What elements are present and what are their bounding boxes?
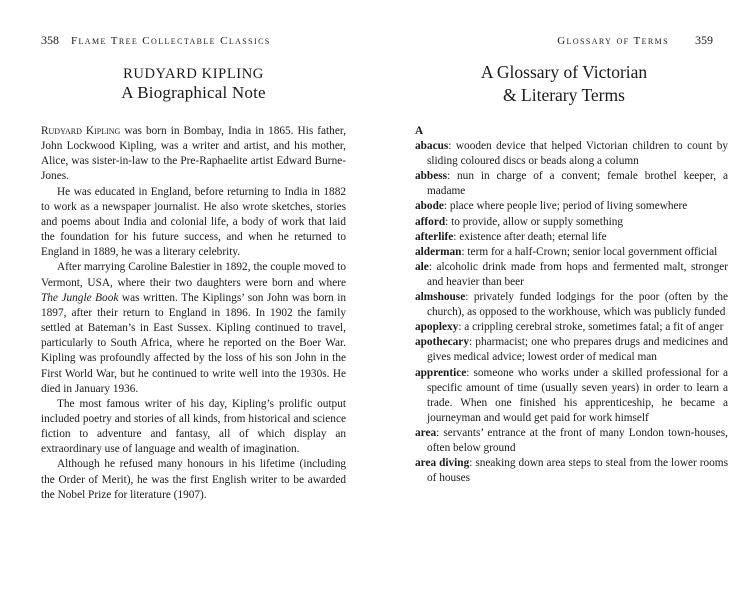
glossary-entry xyxy=(415,366,728,426)
bio-paragraph-2: He was educated in England, before returning to India in 1882 to work as a newspaper journalist. He also wrote sketches, stories and poems about India and colonial life, a body of work that laid the foundation for his future success, and when he returned to England in 1889, he was a literary celebrity. xyxy=(41,185,346,259)
glossary-definition: : wooden device that helped Victorian children to count by sliding coloured discs or beads along a column xyxy=(427,140,728,168)
glossary-term: apoplexy xyxy=(415,321,459,334)
right-page xyxy=(370,0,743,600)
glossary-term: abode xyxy=(415,200,444,213)
bio-title: A Biographical Note xyxy=(121,83,266,102)
bio-paragraph-4: The most famous writer of his day, Kipling’s prolific output included poetry and stories of all kinds, from historical and science fiction to adventure and fantasy, all of which display an extraordinary use of language and wealth of imagination. xyxy=(41,397,346,456)
glossary-definition: : place where people live; period of living somewhere xyxy=(443,200,688,213)
glossary-definition: : alcoholic drink made from hops and fermented malt, stronger and heavier than beer xyxy=(427,260,728,288)
glossary-list xyxy=(415,124,728,486)
glossary-entry xyxy=(415,215,728,230)
bio-paragraph-3-b: was written. The Kiplings’ son John was born in 1897, after their return to England in 1896. In 1902 the family settled at Bateman’s in East Sussex. Kipling continued to travel, particularly to South Africa, where he reported on the Boer War. Kipling was profoundly affected by the loss of his son John in the First World War, but he continued to write well into the 1930s. He died in January 1936. xyxy=(41,291,347,395)
glossary-title xyxy=(415,61,713,107)
glossary-entry xyxy=(415,426,728,456)
glossary-entry xyxy=(415,199,728,214)
glossary-term: almshouse xyxy=(415,291,466,304)
right-running-head-text: Glossary of Terms xyxy=(557,35,669,47)
glossary-entry xyxy=(415,245,728,260)
glossary-term: area xyxy=(415,426,437,439)
glossary-definition: : servants’ entrance at the front of many London town-houses, often below ground xyxy=(427,426,728,454)
author-heading: RUDYARD KIPLING xyxy=(123,66,264,82)
right-page-number: 359 xyxy=(695,33,713,47)
glossary-definition: : nun in charge of a convent; female brothel keeper, a madame xyxy=(427,170,728,198)
glossary-term: ale xyxy=(415,260,429,273)
glossary-term: apothecary xyxy=(415,336,469,349)
glossary-term: abbess xyxy=(415,170,448,183)
bio-paragraph-1 xyxy=(41,124,346,185)
glossary-entry xyxy=(415,335,728,365)
glossary-definition: : sneaking down area steps to steal from the lower rooms of houses xyxy=(427,457,728,485)
glossary-entry xyxy=(415,230,728,245)
bio-paragraph-5: Although he refused many honours in his lifetime (including the Order of Merit), he was the first English writer to be awarded the Nobel Prize for literature (1907). xyxy=(41,458,346,501)
glossary-term: area diving xyxy=(415,457,470,470)
bio-lead-name: Rudyard Kipling xyxy=(41,125,121,137)
bio-paragraph-3-a: After marrying Caroline Balestier in 1892, the couple moved to Vermont, USA, where their two daughters were born and where xyxy=(41,261,346,289)
glossary-definition: : existence after death; eternal life xyxy=(453,230,607,243)
glossary-definition: : term for a half-Crown; senior local government official xyxy=(461,245,718,258)
glossary-entry xyxy=(415,456,728,486)
left-page xyxy=(0,0,360,600)
glossary-term: abacus xyxy=(415,140,449,153)
left-running-head xyxy=(41,33,346,48)
glossary-definition: : to provide, allow or supply something xyxy=(445,215,624,228)
glossary-term: afterlife xyxy=(415,230,454,243)
book-title-jungle-book: The Jungle Book xyxy=(41,291,119,304)
left-running-head-text: Flame Tree Collectable Classics xyxy=(71,35,271,47)
glossary-entry xyxy=(415,260,728,290)
bio-paragraph-1-text: was born in Bombay, India in 1865. His father, John Lockwood Kipling, was a writer and artist, and his mother, Alice, was sister-in-law to the Pre-Raphaelite artist Edward Burne-Jones. xyxy=(41,125,346,183)
biography-text xyxy=(41,124,346,503)
glossary-term: afford xyxy=(415,215,446,228)
bio-paragraph-3 xyxy=(41,260,346,396)
glossary-term: alderman xyxy=(415,245,462,258)
glossary-title-line-2: & Literary Terms xyxy=(503,85,625,105)
glossary-entries xyxy=(415,139,728,486)
glossary-definition: : someone who works under a skilled professional for a specific amount of time (usually seven years) in order to learn a trade. When one finished his apprenticeship, he became a journeyman and would get paid for work himself xyxy=(427,366,728,424)
glossary-definition: : privately funded lodgings for the poor (often by the church), as opposed to the workhouse, which was publicly funded xyxy=(427,291,728,319)
glossary-definition: : pharmacist; one who prepares drugs and medicines and gives medical advice; lowest order of medical man xyxy=(427,336,728,364)
glossary-definition: : a crippling cerebral stroke, sometimes fatal; a fit of anger xyxy=(458,321,724,334)
glossary-letter-heading: A xyxy=(415,125,424,137)
left-page-number: 358 xyxy=(41,33,59,47)
glossary-term: apprentice xyxy=(415,366,467,379)
glossary-entry xyxy=(415,290,728,320)
glossary-entry xyxy=(415,139,728,169)
glossary-entry xyxy=(415,169,728,199)
right-running-head xyxy=(415,33,713,48)
glossary-entry xyxy=(415,320,728,335)
glossary-title-line-1: A Glossary of Victorian xyxy=(480,62,648,82)
